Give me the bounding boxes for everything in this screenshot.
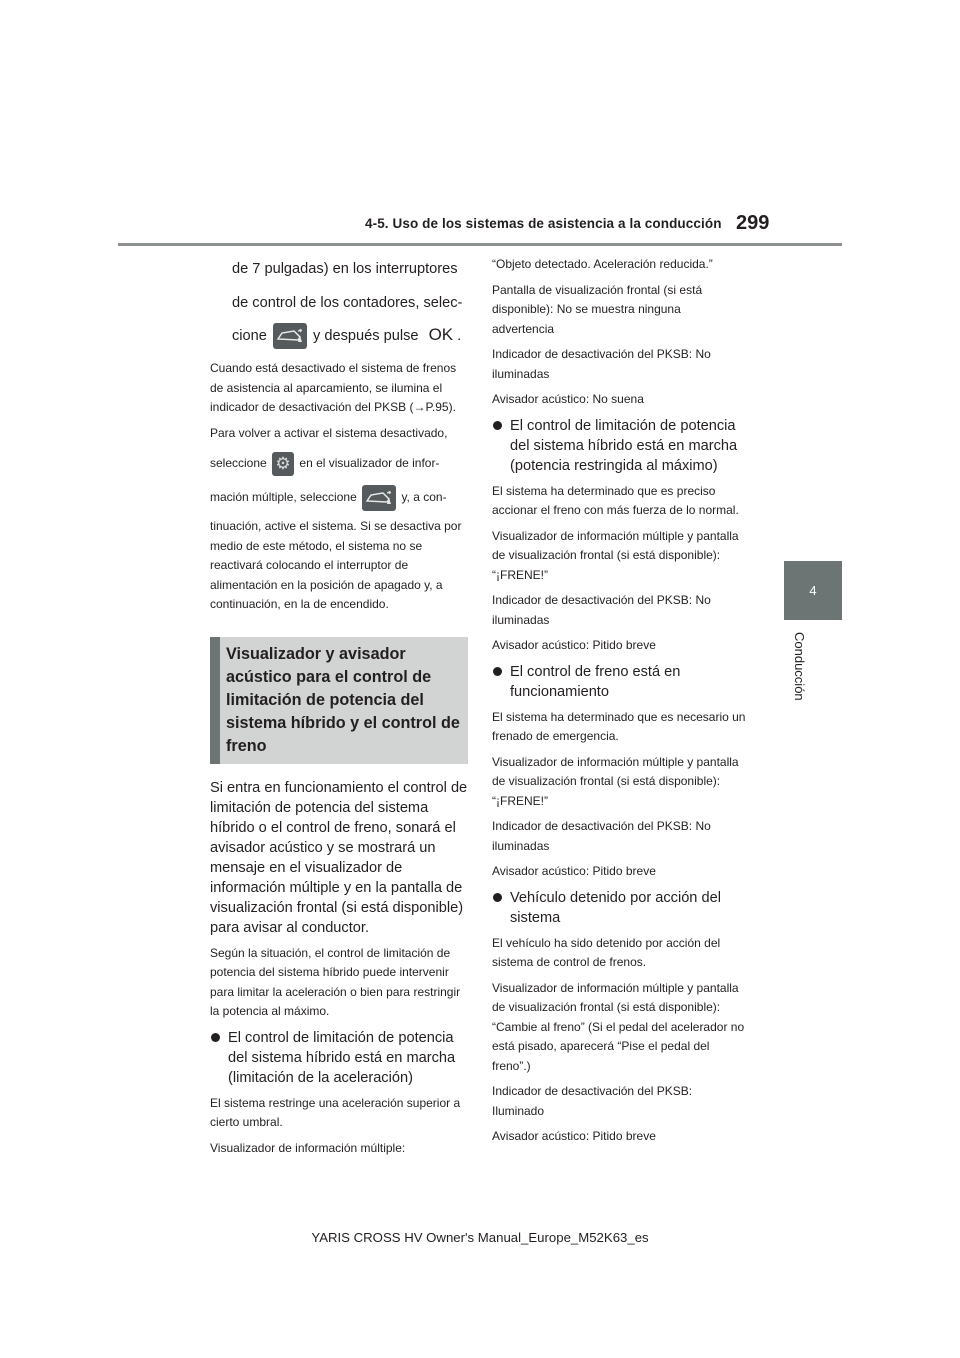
paragraph: Cuando está desactivado el sistema de frenos de asistencia al aparcamiento, se ilumina el indicador de desactivación del PKSB (→P.95). bbox=[210, 361, 457, 414]
text-line: de control de los contadores, selec- bbox=[232, 295, 463, 311]
page-number: 299 bbox=[736, 212, 770, 234]
paragraph: Avisador acústico: Pitido breve bbox=[492, 1129, 656, 1143]
bullet-item bbox=[492, 662, 746, 702]
paragraph: “Objeto detectado. Aceleración reducida.” bbox=[492, 257, 713, 271]
paragraph: Visualizador de información múltiple y pantalla de visualización frontal (si está disponible): “¡FRENE!” bbox=[492, 754, 739, 808]
gear-icon: ⚙ bbox=[272, 452, 294, 476]
ok-button-icon: OK bbox=[428, 324, 454, 344]
bullet-text: El control de freno está en funcionamiento bbox=[510, 663, 681, 700]
paragraph: Según la situación, el control de limitación de potencia del sistema híbrido puede intervenir para limitar la aceleración o bien para restringir la potencia al máximo. bbox=[210, 945, 461, 1018]
paragraph: Indicador de desactivación del PKSB: No iluminadas bbox=[492, 347, 711, 381]
paragraph: Visualizador de información múltiple y pantalla de visualización frontal (si está disponible): “Cambie al freno” (Si el pedal del acelerador no está pisado, aparecerá “Pise el pedal del freno”.) bbox=[492, 980, 745, 1073]
paragraph: Indicador de desactivación del PKSB: Iluminado bbox=[492, 1084, 693, 1118]
text-fragment: cione bbox=[232, 327, 267, 344]
text-line bbox=[210, 323, 468, 349]
text-fragment: mación múltiple, seleccione bbox=[210, 490, 357, 504]
bullet-icon bbox=[493, 421, 502, 430]
left-column bbox=[210, 255, 468, 1164]
right-column bbox=[492, 255, 746, 1153]
paragraph: El sistema restringe una aceleración superior a cierto umbral. bbox=[210, 1095, 461, 1129]
bullet-text: El control de limitación de potencia del sistema híbrido está en marcha (limitación de la aceleración) bbox=[228, 1029, 456, 1086]
paragraph: Visualizador de información múltiple: bbox=[210, 1140, 406, 1155]
bullet-text: El control de limitación de potencia del sistema híbrido está en marcha (potencia restringida al máximo) bbox=[510, 417, 738, 474]
car-settings-icon bbox=[362, 485, 396, 511]
paragraph: Pantalla de visualización frontal (si está disponible): No se muestra ninguna advertencia bbox=[492, 282, 703, 336]
header-rule bbox=[118, 243, 842, 246]
chapter-tab-label: Conducción bbox=[792, 632, 807, 701]
paragraph: Para volver a activar el sistema desactivado, bbox=[210, 425, 448, 440]
paragraph: Visualizador de información múltiple y pantalla de visualización frontal (si está disponible): “¡FRENE!” bbox=[492, 528, 739, 582]
paragraph: Avisador acústico: Pitido breve bbox=[492, 864, 656, 878]
paragraph: Si entra en funcionamiento el control de limitación de potencia del sistema híbrido o el control de freno, sonará el avisador acústico y se mostrará un mensaje en el visualizador de información múltiple y en la pantalla de visualización frontal (si está disponible) para avisar al conductor. bbox=[210, 779, 468, 936]
paragraph bbox=[210, 449, 468, 477]
paragraph: Avisador acústico: No suena bbox=[492, 392, 644, 406]
paragraph: Avisador acústico: Pitido breve bbox=[492, 638, 656, 652]
paragraph: Indicador de desactivación del PKSB: No iluminadas bbox=[492, 593, 711, 627]
text-line: de 7 pulgadas) en los interruptores bbox=[232, 261, 458, 277]
bullet-icon bbox=[493, 893, 502, 902]
paragraph: El sistema ha determinado que es necesario un frenado de emergencia. bbox=[492, 709, 746, 743]
car-settings-icon bbox=[273, 323, 307, 349]
text-fragment: . bbox=[457, 327, 462, 344]
text-fragment: seleccione bbox=[210, 456, 267, 470]
section-header-title: 4-5. Uso de los sistemas de asistencia a la conducción bbox=[365, 216, 722, 231]
bullet-icon bbox=[493, 667, 502, 676]
bullet-icon bbox=[211, 1033, 220, 1042]
paragraph: El sistema ha determinado que es preciso accionar el freno con más fuerza de lo normal. bbox=[492, 483, 739, 517]
bullet-item bbox=[210, 1028, 468, 1088]
bullet-item bbox=[492, 888, 746, 928]
text-fragment: y, a con- bbox=[401, 490, 447, 504]
paragraph: El vehículo ha sido detenido por acción del sistema de control de frenos. bbox=[492, 935, 721, 969]
section-heading: Visualizador y avisador acústico para el control de limitación de potencia del sistema híbrido y el control de freno bbox=[210, 637, 468, 764]
paragraph: Indicador de desactivación del PKSB: No iluminadas bbox=[492, 819, 711, 853]
bullet-item bbox=[492, 416, 746, 476]
bullet-text: Vehículo detenido por acción del sistema bbox=[510, 889, 721, 926]
text-fragment: en el visualizador de infor- bbox=[299, 456, 440, 470]
chapter-tab-number: 4 bbox=[784, 561, 842, 620]
paragraph bbox=[210, 483, 468, 511]
paragraph: tinuación, active el sistema. Si se desactiva por medio de este método, el sistema no se reactivará colocando el interruptor de alimentación en la posición de apagado y, a continuación, en la de encendido. bbox=[210, 519, 462, 611]
text-fragment: y después pulse bbox=[313, 327, 419, 344]
footer-manual-id: YARIS CROSS HV Owner's Manual_Europe_M52K63_es bbox=[311, 1230, 649, 1245]
